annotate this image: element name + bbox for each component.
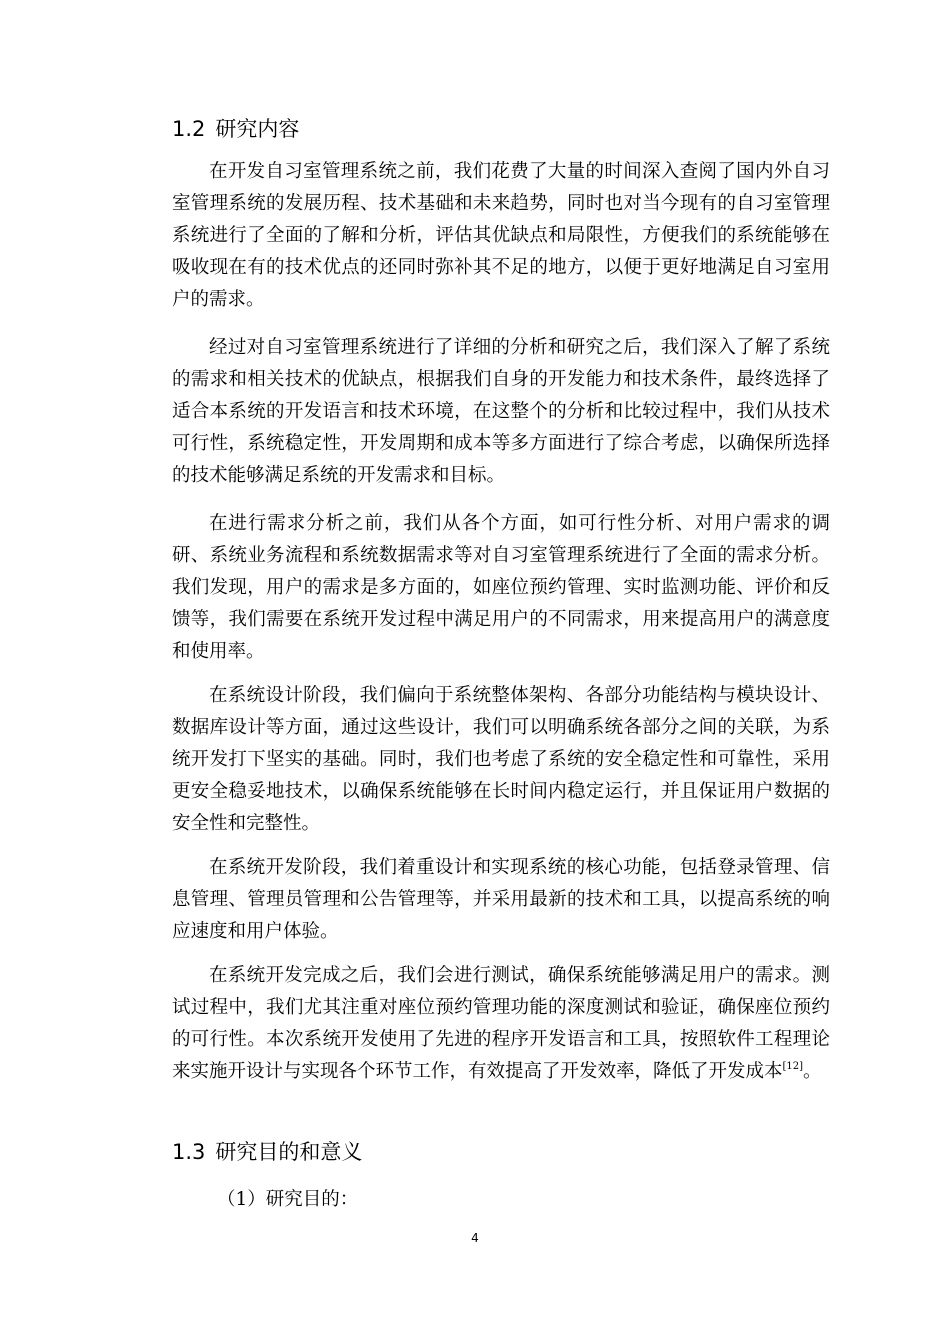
paragraph-text: 在系统开发完成之后，我们会进行测试，确保系统能够满足用户的需求。测试过程中，我们尤其注重对座位预约管理功能的深度测试和验证，确保座位预约的可行性。本次系统开发使用了先进的程序开发语言和工具，按照软件工程理论来实施开设计与实现各个环节工作，有效提高了开发效率，降低了开发成本 [172,965,830,1082]
section-title: 研究目的和意义 [215,1140,363,1164]
section-heading-1-2 [172,114,299,144]
section-number: 1.2 [172,117,206,141]
paragraph-end: 。 [803,1061,822,1082]
section-heading-1-3 [172,1137,362,1167]
section-title: 研究内容 [215,117,300,141]
body-paragraph-6 [172,960,830,1088]
body-paragraph-4: 在系统设计阶段，我们偏向于系统整体架构、各部分功能结构与模块设计、数据库设计等方面，通过这些设计，我们可以明确系统各部分之间的关联，为系统开发打下坚实的基础。同时，我们也考虑了系统的安全稳定性和可靠性，采用更安全稳妥地技术，以确保系统能够在长时间内稳定运行，并且保证用户数据的安全性和完整性。 [172,685,830,834]
page-number: 4 [471,1231,479,1245]
citation-reference: [12] [782,1061,804,1072]
body-paragraph-5: 在系统开发阶段，我们着重设计和实现系统的核心功能，包括登录管理、信息管理、管理员管理和公告管理等，并采用最新的技术和工具，以提高系统的响应速度和用户体验。 [172,857,830,942]
body-paragraph-2: 经过对自习室管理系统进行了详细的分析和研究之后，我们深入了解了系统的需求和相关技术的优缺点，根据我们自身的开发能力和技术条件，最终选择了适合本系统的开发语言和技术环境，在这整个的分析和比较过程中，我们从技术可行性，系统稳定性，开发周期和成本等多方面进行了综合考虑，以确保所选择的技术能够满足系统的开发需求和目标。 [172,337,830,486]
body-paragraph-1: 在开发自习室管理系统之前，我们花费了大量的时间深入查阅了国内外自习室管理系统的发展历程、技术基础和未来趋势，同时也对当今现有的自习室管理系统进行了全面的了解和分析，评估其优缺点和局限性，方便我们的系统能够在吸收现在有的技术优点的还同时弥补其不足的地方，以便于更好地满足自习室用户的需求。 [172,161,830,310]
sub-item-research-purpose: （1）研究目的： [217,1189,359,1210]
section-number: 1.3 [172,1140,206,1164]
body-paragraph-3: 在进行需求分析之前，我们从各个方面，如可行性分析、对用户需求的调研、系统业务流程和系统数据需求等对自习室管理系统进行了全面的需求分析。我们发现，用户的需求是多方面的，如座位预约管理、实时监测功能、评价和反馈等，我们需要在系统开发过程中满足用户的不同需求，用来提高用户的满意度和使用率。 [172,513,830,662]
